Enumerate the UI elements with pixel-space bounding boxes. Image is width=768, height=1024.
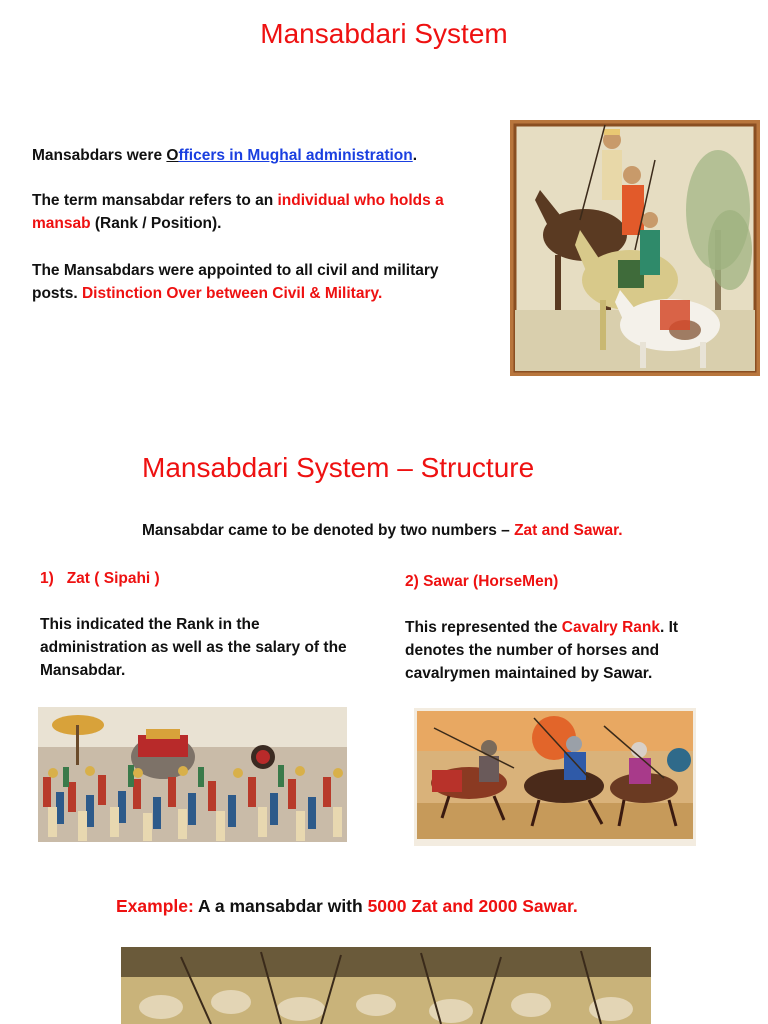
officers-link-first-letter[interactable]: O: [166, 147, 179, 164]
p3-prefix: The Mansabdars were appointed to all civil and military posts.: [32, 262, 439, 302]
p2-suffix: (Rank / Position).: [90, 215, 222, 232]
p2-prefix: The term mansabdar refers to an: [32, 192, 278, 209]
section1-paragraph-2: [32, 189, 487, 235]
example-line: [116, 896, 578, 917]
section1-paragraph-3: [32, 259, 487, 305]
example-label: Example:: [116, 896, 194, 916]
intro-prefix: Mansabdar came to be denoted by two numbers –: [142, 522, 515, 539]
mughal-riders-illustration: [510, 120, 760, 376]
section1-paragraph-1: [32, 144, 472, 167]
mughal-riders-painting: [510, 120, 760, 376]
example-text: A a mansabdar with: [193, 896, 368, 916]
battle-scene-illustration: [121, 947, 651, 1024]
section1-title: Mansabdari System: [260, 18, 508, 49]
example-highlight: 5000 Zat and 2000 Sawar.: [367, 896, 578, 916]
army-procession-image: [38, 707, 347, 842]
sawar-heading: 2) Sawar (HorseMen): [405, 573, 559, 590]
cavalry-battle-image: [414, 708, 696, 846]
battle-scene-image: [121, 947, 651, 1024]
sawar-highlight: Cavalry Rank: [561, 619, 660, 636]
sawar-description: [405, 616, 715, 685]
sawar-prefix: This represented the: [405, 619, 562, 636]
officers-link[interactable]: fficers in Mughal administration: [178, 147, 413, 164]
p3-highlight: Distinction Over between Civil & Military.: [81, 285, 383, 302]
p2-highlight: individual who holds a mansab: [32, 192, 444, 232]
cavalry-battle-illustration: [414, 708, 696, 846]
structure-intro: [142, 519, 623, 542]
intro-highlight: Zat and Sawar.: [514, 522, 623, 539]
p1-suffix: .: [412, 147, 418, 164]
zat-description: This indicated the Rank in the administration as well as the salary of the Mansabdar.: [40, 616, 347, 679]
p1-prefix: Mansabdars were: [32, 147, 167, 164]
army-procession-illustration: [38, 707, 347, 842]
sawar-suffix: . It denotes the number of horses and cavalrymen maintained by Sawar.: [405, 619, 679, 682]
zat-heading: 1) Zat ( Sipahi ): [40, 570, 160, 587]
section2-title: Mansabdari System – Structure: [142, 452, 535, 483]
